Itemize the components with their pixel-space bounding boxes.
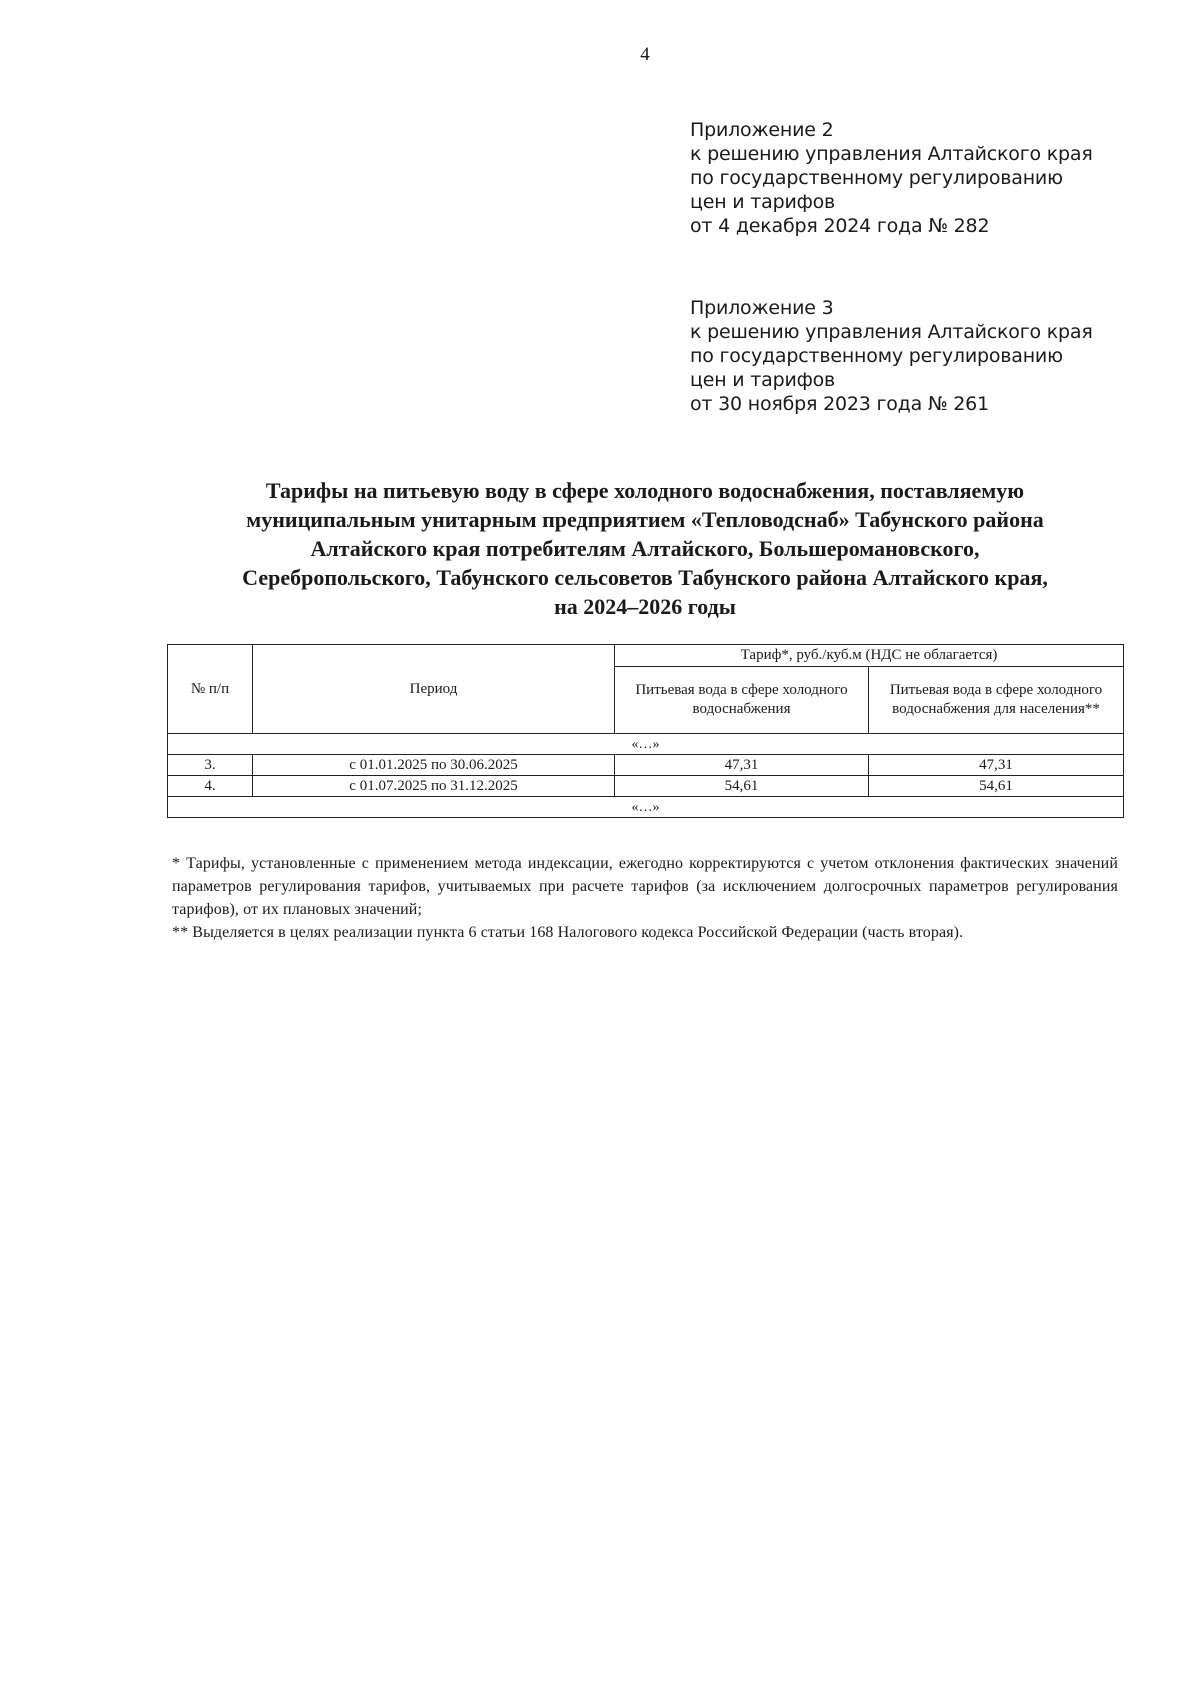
cell-number: 3.: [168, 755, 253, 776]
title-line: на 2024–2026 годы: [554, 594, 736, 619]
title-line: муниципальным унитарным предприятием «Тепловодснаб» Табунского района: [246, 507, 1044, 532]
appendix-line: по государственному регулированию: [690, 167, 1063, 189]
table-row: [168, 755, 1124, 776]
cell-population: 47,31: [869, 755, 1124, 776]
cell-cold-water: 54,61: [615, 776, 869, 797]
cell-number: 4.: [168, 776, 253, 797]
ellipsis-cell: «…»: [168, 734, 1124, 755]
appendix-line: от 30 ноября 2023 года № 261: [690, 393, 989, 415]
footnote: ** Выделяется в целях реализации пункта 6 статьи 168 Налогового кодекса Российской Федерации (часть вторая).: [172, 924, 964, 941]
table-row: [168, 734, 1124, 755]
appendix-line: от 4 декабря 2024 года № 282: [690, 215, 990, 237]
appendix-line: по государственному регулированию: [690, 345, 1063, 367]
title-line: Алтайского края потребителям Алтайского, Большеромановского,: [310, 536, 980, 561]
title-line: Тарифы на питьевую воду в сфере холодного водоснабжения, поставляемую: [265, 478, 1025, 503]
ellipsis-cell: «…»: [168, 797, 1124, 818]
cell-cold-water: 47,31: [615, 755, 869, 776]
header-number: № п/п: [168, 645, 253, 734]
appendix-line: цен и тарифов: [690, 369, 836, 391]
header-population: Питьевая вода в сфере холодного водоснабжения для населения**: [869, 667, 1124, 734]
cell-period: с 01.07.2025 по 31.12.2025: [253, 776, 615, 797]
appendix-line: к решению управления Алтайского края: [690, 321, 1093, 343]
appendix-line: Приложение 3: [690, 297, 834, 319]
header-cold-water: Питьевая вода в сфере холодного водоснабжения: [615, 667, 869, 734]
header-tariff-group: Тариф*, руб./куб.м (НДС не облагается): [615, 645, 1124, 667]
appendix-3-heading: [690, 296, 1170, 416]
appendix-line: Приложение 2: [690, 119, 834, 141]
page-number: 4: [640, 44, 650, 65]
header-period: Период: [253, 645, 615, 734]
cell-period: с 01.01.2025 по 30.06.2025: [253, 755, 615, 776]
cell-population: 54,61: [869, 776, 1124, 797]
appendix-2-heading: [690, 118, 1170, 238]
footnotes: [172, 852, 1118, 944]
table-row: [168, 797, 1124, 818]
appendix-line: к решению управления Алтайского края: [690, 143, 1093, 165]
appendix-line: цен и тарифов: [690, 191, 836, 213]
document-title: [150, 476, 1140, 621]
title-line: Серебропольского, Табунского сельсоветов Табунского района Алтайского края,: [242, 565, 1048, 590]
table-row: [168, 776, 1124, 797]
footnote: * Тарифы, установленные с применением метода индексации, ежегодно корректируются с учетом отклонения фактических значений параметров регулирования тарифов, учитываемых при расчете тарифов (за исключением долгосрочных параметров регулирования тарифов), от их плановых значений;: [172, 855, 1118, 918]
tariff-table: [167, 644, 1124, 818]
